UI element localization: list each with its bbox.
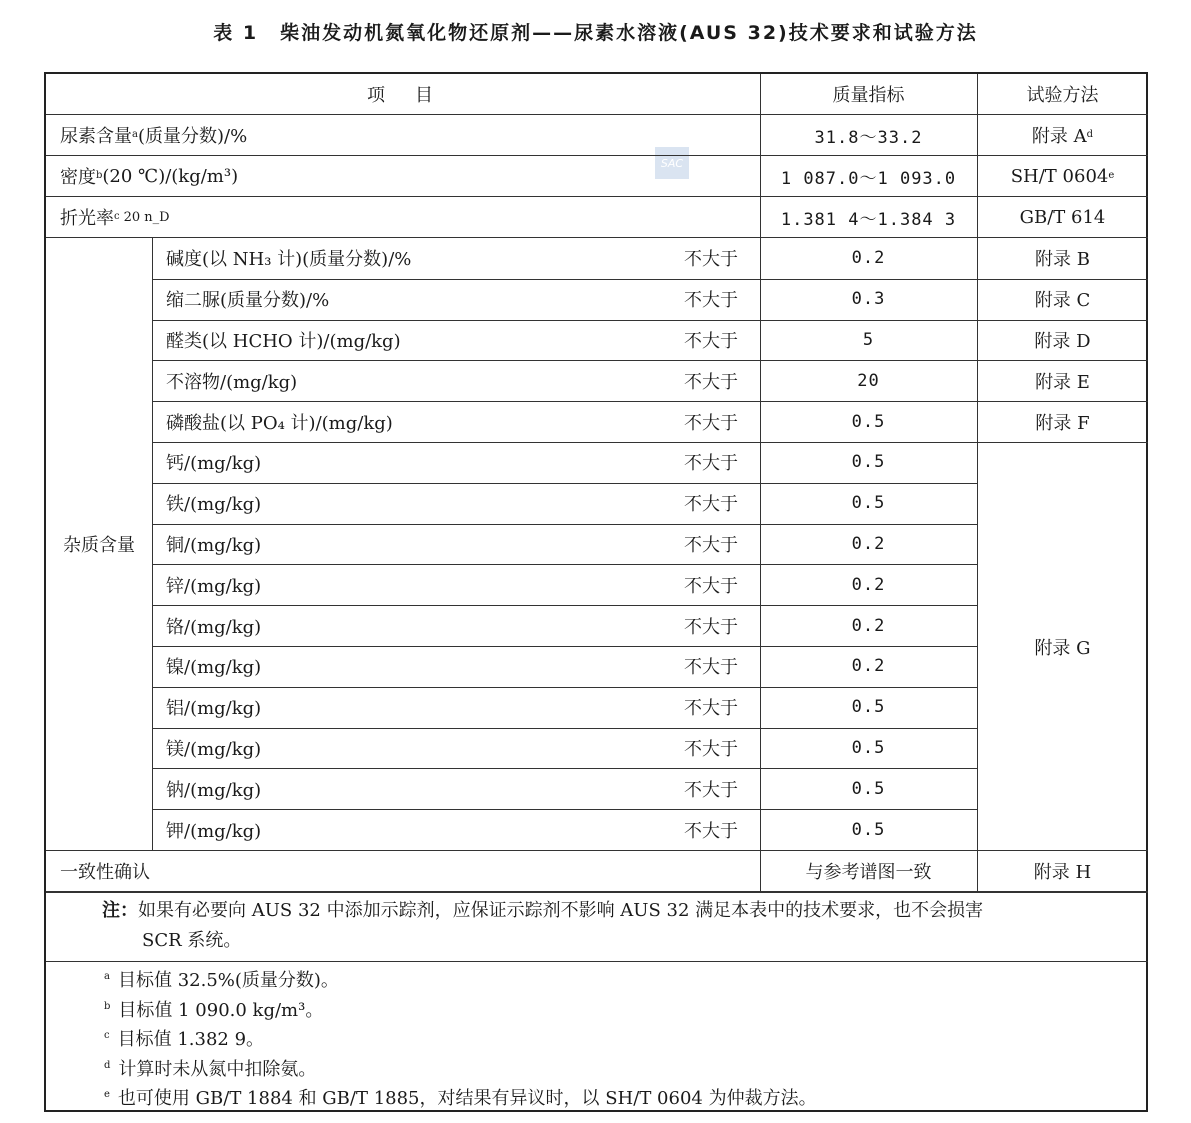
impurity-limit: 不大于 [684,820,738,842]
impurity-value: 0.2 [851,533,886,554]
impurity-limit: 不大于 [684,738,738,760]
consistency-value: 与参考谱图一致 [805,862,932,883]
density-method-text: SH/T 0604 [1010,165,1109,187]
impurity-value: 0.5 [851,778,886,799]
impurity-name: 锌/(mg/kg) [166,575,262,597]
impurity-value: 0.5 [851,697,886,718]
footnote [104,1084,817,1110]
footnote-text: 计算时未从氮中扣除氨。 [118,1058,317,1080]
row-density-label: 密度 b (20 ℃)/(kg/m³) [60,156,750,196]
header-indicator: 质量指标 [832,85,905,106]
impurity-limit: 不大于 [684,657,738,679]
urea-method: 附录 A d [977,115,1148,155]
impurity-limit: 不大于 [684,330,738,352]
impurity-method: 附录 F [1035,412,1090,434]
impurity-name: 铝/(mg/kg) [166,698,262,720]
footnote [104,1055,316,1081]
impurity-value: 0.5 [851,493,886,514]
spec-table [44,72,1148,1112]
footnote [104,1025,264,1051]
table-title-text: 柴油发动机氮氧化物还原剂——尿素水溶液(AUS 32)技术要求和试验方法 [280,22,978,44]
note-line2: SCR 系统。 [142,930,242,951]
impurity-value: 0.5 [851,819,886,840]
impurity-method: 附录 D [1034,330,1091,352]
impurity-method: 附录 B [1035,249,1090,271]
impurity-limit: 不大于 [684,534,738,556]
footnote [104,996,323,1022]
impurity-limit: 不大于 [684,494,738,516]
footnote-mark: e [104,1089,110,1100]
impurity-name: 镍/(mg/kg) [166,657,262,679]
impurity-name: 铁/(mg/kg) [166,494,262,516]
consistency-method: 附录 H [1033,862,1092,883]
merged-method-g: 附录 G [1034,637,1091,659]
impurity-method: 附录 E [1035,371,1090,393]
impurity-name: 镁/(mg/kg) [166,738,262,760]
impurity-value: 0.5 [851,452,886,473]
refraction-method: GB/T 614 [1019,206,1106,228]
note-line1: 如果有必要向 AUS 32 中添加示踪剂，应保证示踪剂不影响 AUS 32 满足本表中的技术要求，也不会损害 [138,900,984,921]
impurity-limit: 不大于 [684,575,738,597]
footnote-text: 也可使用 GB/T 1884 和 GB/T 1885，对结果有异议时，以 SH/T 0604 为仲裁方法。 [117,1088,817,1109]
impurity-limit: 不大于 [684,412,738,434]
impurity-name: 不溶物/(mg/kg) [166,371,298,393]
impurity-limit: 不大于 [684,371,738,393]
table-number: 表 1 [213,22,259,44]
impurity-limit: 不大于 [684,290,738,312]
consistency-label: 一致性确认 [60,862,150,883]
impurity-value: 0.5 [851,411,886,432]
urea-unit: (质量分数)/% [137,126,248,147]
refraction-value: 1.381 4～1.384 3 [780,209,957,230]
footnote [104,966,339,992]
table-note [102,896,1142,956]
footnote-text: 目标值 1.382 9。 [117,1029,265,1050]
impurity-limit: 不大于 [684,698,738,720]
impurity-value: 5 [862,329,875,350]
impurity-name: 醛类(以 HCHO 计)/(mg/kg) [166,330,401,352]
table-title [0,18,1191,45]
impurity-value: 0.3 [851,289,886,310]
header-item: 项 目 [367,85,439,106]
impurity-limit: 不大于 [684,616,738,638]
impurity-name: 铜/(mg/kg) [166,534,262,556]
footnote-mark: b [104,1000,111,1012]
row-urea-label: 尿素含量 a (质量分数)/% [60,115,750,155]
impurity-name: 钾/(mg/kg) [166,820,262,842]
footnote-mark: d [104,1059,111,1071]
impurity-name: 碱度(以 NH₃ 计)(质量分数)/% [166,249,412,271]
impurity-method: 附录 C [1034,290,1091,312]
sac-watermark-logo: SAC [655,147,689,179]
impurity-value: 0.5 [851,737,886,758]
impurity-value: 0.2 [851,574,886,595]
impurity-value: 0.2 [851,615,886,636]
refraction-unit: 20 n_D [123,209,170,225]
density-value: 1 087.0～1 093.0 [780,168,957,189]
impurity-name: 钙/(mg/kg) [166,453,262,475]
footnote-text: 目标值 32.5%(质量分数)。 [117,970,339,991]
impurity-value: 0.2 [851,656,886,677]
impurity-limit: 不大于 [684,453,738,475]
impurity-name: 缩二脲(质量分数)/% [166,290,330,312]
header-method: 试验方法 [1026,85,1099,106]
urea-value: 31.8～33.2 [814,127,923,148]
impurity-value: 0.2 [851,248,886,269]
impurity-group-label: 杂质含量 [63,535,135,556]
impurity-name: 磷酸盐(以 PO₄ 计)/(mg/kg) [166,412,393,434]
impurity-name: 铬/(mg/kg) [166,616,262,638]
impurity-limit: 不大于 [684,249,738,271]
urea-name: 尿素含量 [60,126,132,147]
urea-method-text: 附录 A [1031,126,1087,147]
footnote-text: 目标值 1 090.0 kg/m³。 [118,999,324,1021]
row-refraction-label: 折光率 c 20 n_D [60,197,750,237]
footnote-mark: a [104,971,110,982]
density-method: SH/T 0604 e [1010,165,1115,187]
density-name: 密度 [60,167,96,188]
refraction-name: 折光率 [60,208,114,229]
density-unit: (20 ℃)/(kg/m³) [102,165,239,187]
footnote-mark: c [104,1030,110,1041]
note-label: 注： [102,900,138,921]
impurity-name: 钠/(mg/kg) [166,779,262,801]
impurity-value: 20 [857,370,880,391]
impurity-limit: 不大于 [684,779,738,801]
